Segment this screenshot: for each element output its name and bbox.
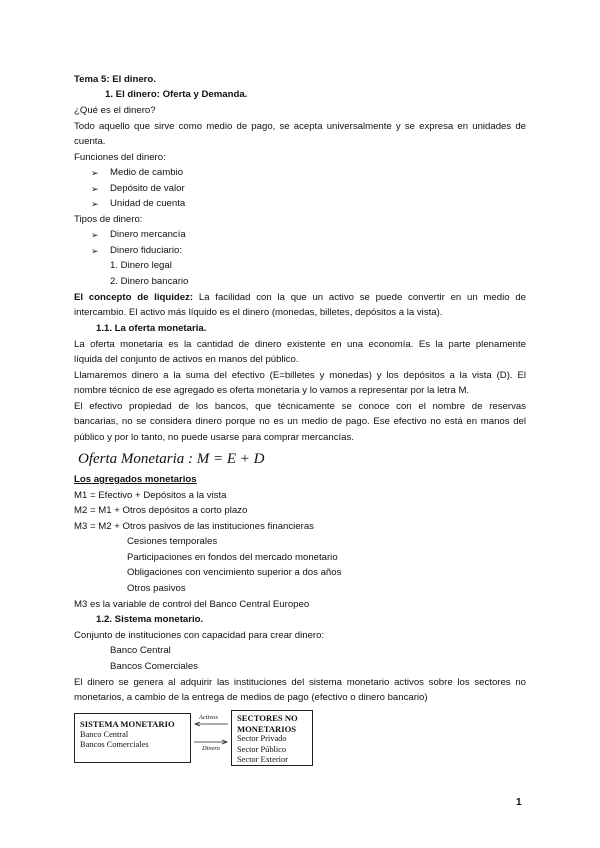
paragraph-3-line-2: bancarias, no se considera dinero porque no es un medio de pago. Ese efectivo no está en manos del xyxy=(74,416,526,427)
subheading-oferta-monetaria: 1.1. La oferta monetaria. xyxy=(96,323,207,334)
sector-item: Sector Exterior xyxy=(237,755,288,764)
institucion-item: Banco Central xyxy=(110,645,171,656)
funcion-item: Unidad de cuenta xyxy=(110,198,186,209)
fiduciario-item: 1. Dinero legal xyxy=(110,260,172,271)
agregado-m1: M1 = Efectivo + Depósitos a la vista xyxy=(74,490,227,501)
tipos-label: Tipos de dinero: xyxy=(74,214,143,225)
paragraph-1-line-1: La oferta monetaria es la cantidad de dinero existente en una economía. Es la parte plenamente xyxy=(74,339,526,350)
paragraph-4-line-2: monetarios, a cambio de la entrega de medios de pago (efectivo o dinero bancario) xyxy=(74,692,428,703)
m3-item: Obligaciones con vencimiento superior a dos años xyxy=(127,567,342,578)
m3-note: M3 es la variable de control del Banco Central Europeo xyxy=(74,599,310,610)
paragraph-3-line-3: público y por lo tanto, no puede usarse para comprar mercancías. xyxy=(74,432,354,443)
agregado-m2: M2 = M1 + Otros depósitos a corto plazo xyxy=(74,505,248,516)
arrow-bullet-icon: ➢ xyxy=(91,199,99,209)
sistema-monetario-item: Banco Central xyxy=(80,729,129,739)
sector-item: Sector Privado xyxy=(237,734,287,743)
institucion-item: Bancos Comerciales xyxy=(110,661,198,672)
arrow-bullet-icon: ➢ xyxy=(91,168,99,178)
sectores-title-line-2: MONETARIOS xyxy=(237,723,297,734)
question-que-es-dinero: ¿Qué es el dinero? xyxy=(74,105,156,116)
liquidez-line-2: intercambio. El activo más líquido es el dinero (monedas, billetes, depósitos a la vista). xyxy=(74,307,443,318)
m3-item: Participaciones en fondos del mercado monetario xyxy=(127,552,338,563)
definition-line-2: cuenta. xyxy=(74,136,106,147)
formula-oferta-monetaria: Oferta Monetaria : M = E + D xyxy=(78,451,265,467)
arrow-bullet-icon: ➢ xyxy=(91,184,99,194)
left-arrow-icon xyxy=(195,722,228,726)
sectores-no-monetarios-box xyxy=(231,710,313,766)
arrow-bullet-icon: ➢ xyxy=(91,246,99,256)
liquidez-line-1 xyxy=(74,292,526,304)
fiduciario-item: 2. Dinero bancario xyxy=(110,276,189,287)
definition-line-1: Todo aquello que sirve como medio de pago, se acepta universalmente y se expresa en unidades de xyxy=(74,121,526,132)
paragraph-2-line-2: nombre técnico de ese agregado es oferta monetaria y lo vamos a representar por la letra M. xyxy=(74,385,470,396)
paragraph-1-line-2: líquida del conjunto de activos en manos del público. xyxy=(74,354,299,365)
funciones-label: Funciones del dinero: xyxy=(74,152,166,163)
page-number: 1 xyxy=(516,797,522,808)
m3-item: Cesiones temporales xyxy=(127,536,218,547)
paragraph-3-line-1: El efectivo propiedad de los bancos, que técnicamente se conoce con el nombre de reservas xyxy=(74,401,526,412)
m3-item: Otros pasivos xyxy=(127,583,186,594)
arrow-label-activos: Activos xyxy=(199,714,218,721)
sistema-monetario-title: SISTEMA MONETARIO xyxy=(80,719,175,729)
liquidez-term: El concepto de liquidez: xyxy=(74,292,194,303)
arrow-label-dinero: Dinero xyxy=(202,745,220,752)
sector-item: Sector Público xyxy=(237,744,287,754)
right-arrow-icon xyxy=(194,740,227,744)
funcion-item: Medio de cambio xyxy=(110,167,184,178)
funcion-item: Depósito de valor xyxy=(110,183,185,194)
tipo-item: Dinero fiduciario: xyxy=(110,245,182,256)
liquidez-text: La facilidad con la que un activo se puede convertir en un medio de xyxy=(193,292,526,303)
paragraph-2-line-1: Llamaremos dinero a la suma del efectivo (E=billetes y monedas) y los depósitos a la vista (D). El xyxy=(74,370,526,381)
sistema-monetario-box xyxy=(74,713,191,763)
sistema-monetario-item: Bancos Comerciales xyxy=(80,740,149,749)
heading-dinero-oferta-demanda: 1. El dinero: Oferta y Demanda. xyxy=(105,89,248,100)
subheading-sistema-monetario: 1.2. Sistema monetario. xyxy=(96,614,204,625)
agregados-title: Los agregados monetarios xyxy=(74,474,197,485)
sectores-title-line-1: SECTORES NO xyxy=(237,713,298,723)
agregado-m3: M3 = M2 + Otros pasivos de las instituciones financieras xyxy=(74,521,314,532)
paragraph-4-line-1: El dinero se genera al adquirir las instituciones del sistema monetario activos sobre los sectores no xyxy=(74,677,526,688)
tipo-item: Dinero mercancía xyxy=(110,229,186,240)
document-title: Tema 5: El dinero. xyxy=(74,74,156,85)
conjunto-text: Conjunto de instituciones con capacidad para crear dinero: xyxy=(74,630,325,641)
arrow-bullet-icon: ➢ xyxy=(91,230,99,240)
